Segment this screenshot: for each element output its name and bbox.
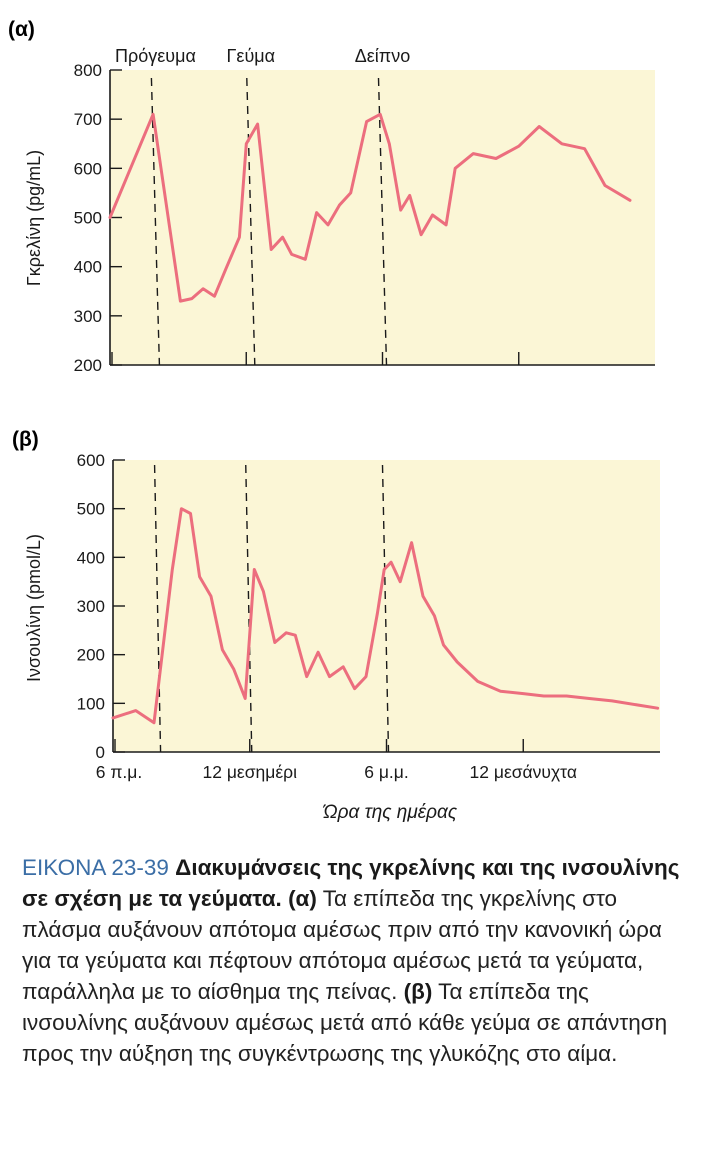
caption-title: Διακυμάνσεις της γκρελίνης και της ινσουλίνης σε σχέση με τα γεύματα. [22, 855, 680, 911]
figure-caption [22, 852, 692, 1069]
x-tick-label: 6 π.μ. [95, 762, 143, 782]
meal-label: Πρόγευμα [114, 46, 196, 66]
meal-label: Δείπνο [354, 46, 411, 66]
y-tick-label: 600 [73, 159, 102, 179]
insulin-plot-area [113, 460, 660, 752]
x-tick-label: 12 μεσημέρι [202, 762, 297, 782]
insulin-y-axis-label: Ινσουλίνη (pmol/L) [24, 534, 44, 682]
y-tick-label: 800 [73, 61, 102, 80]
meal-label: Γεύμα [226, 46, 276, 66]
x-tick-label: 6 μ.μ. [364, 762, 409, 782]
y-tick-label: 400 [76, 548, 105, 568]
x-tick-label: 12 μεσάνυχτα [469, 762, 577, 782]
y-tick-label: 0 [95, 743, 105, 762]
y-tick-label: 500 [73, 208, 102, 228]
ghrelin-chart [8, 18, 655, 375]
panel-a-label: (α) [8, 18, 35, 41]
y-tick-label: 200 [73, 356, 102, 375]
y-tick-label: 100 [76, 694, 105, 714]
y-tick-label: 500 [76, 499, 105, 519]
y-tick-label: 300 [76, 597, 105, 616]
y-tick-label: 400 [73, 257, 102, 277]
panel-b-label: (β) [12, 428, 39, 451]
caption-part-a-text: Τα επίπεδα της γκρελίνης στο πλάσμα αυξάνουν απότομα αμέσως πριν από την κανονική ώρα για τα γεύματα και πέφτουν απότομα αμέσως μετά τα γεύματα, παράλληλα με το αίσθημα της πείνας. [22, 886, 662, 1004]
ghrelin-plot-area [110, 70, 655, 365]
y-tick-label: 600 [76, 451, 105, 470]
caption-part-b-text: Τα επίπεδα της ινσουλίνης αυξάνουν αμέσως μετά από κάθε γεύμα σε απάντηση προς την αύξηση της συγκέντρωσης της γλυκόζης στο αίμα. [22, 979, 668, 1066]
y-tick-label: 700 [73, 110, 102, 130]
x-axis-title: Ώρα της ημέρας [322, 802, 458, 823]
y-tick-label: 200 [76, 645, 105, 665]
y-tick-label: 300 [73, 306, 102, 326]
ghrelin-y-axis-label: Γκρελίνη (pg/mL) [24, 149, 44, 287]
caption-figure-label: ΕΙΚΟΝΑ 23-39 [22, 855, 169, 880]
insulin-chart [12, 428, 660, 823]
caption-part-a-label: (α) [288, 886, 317, 911]
caption-part-b-label: (β) [403, 979, 433, 1004]
